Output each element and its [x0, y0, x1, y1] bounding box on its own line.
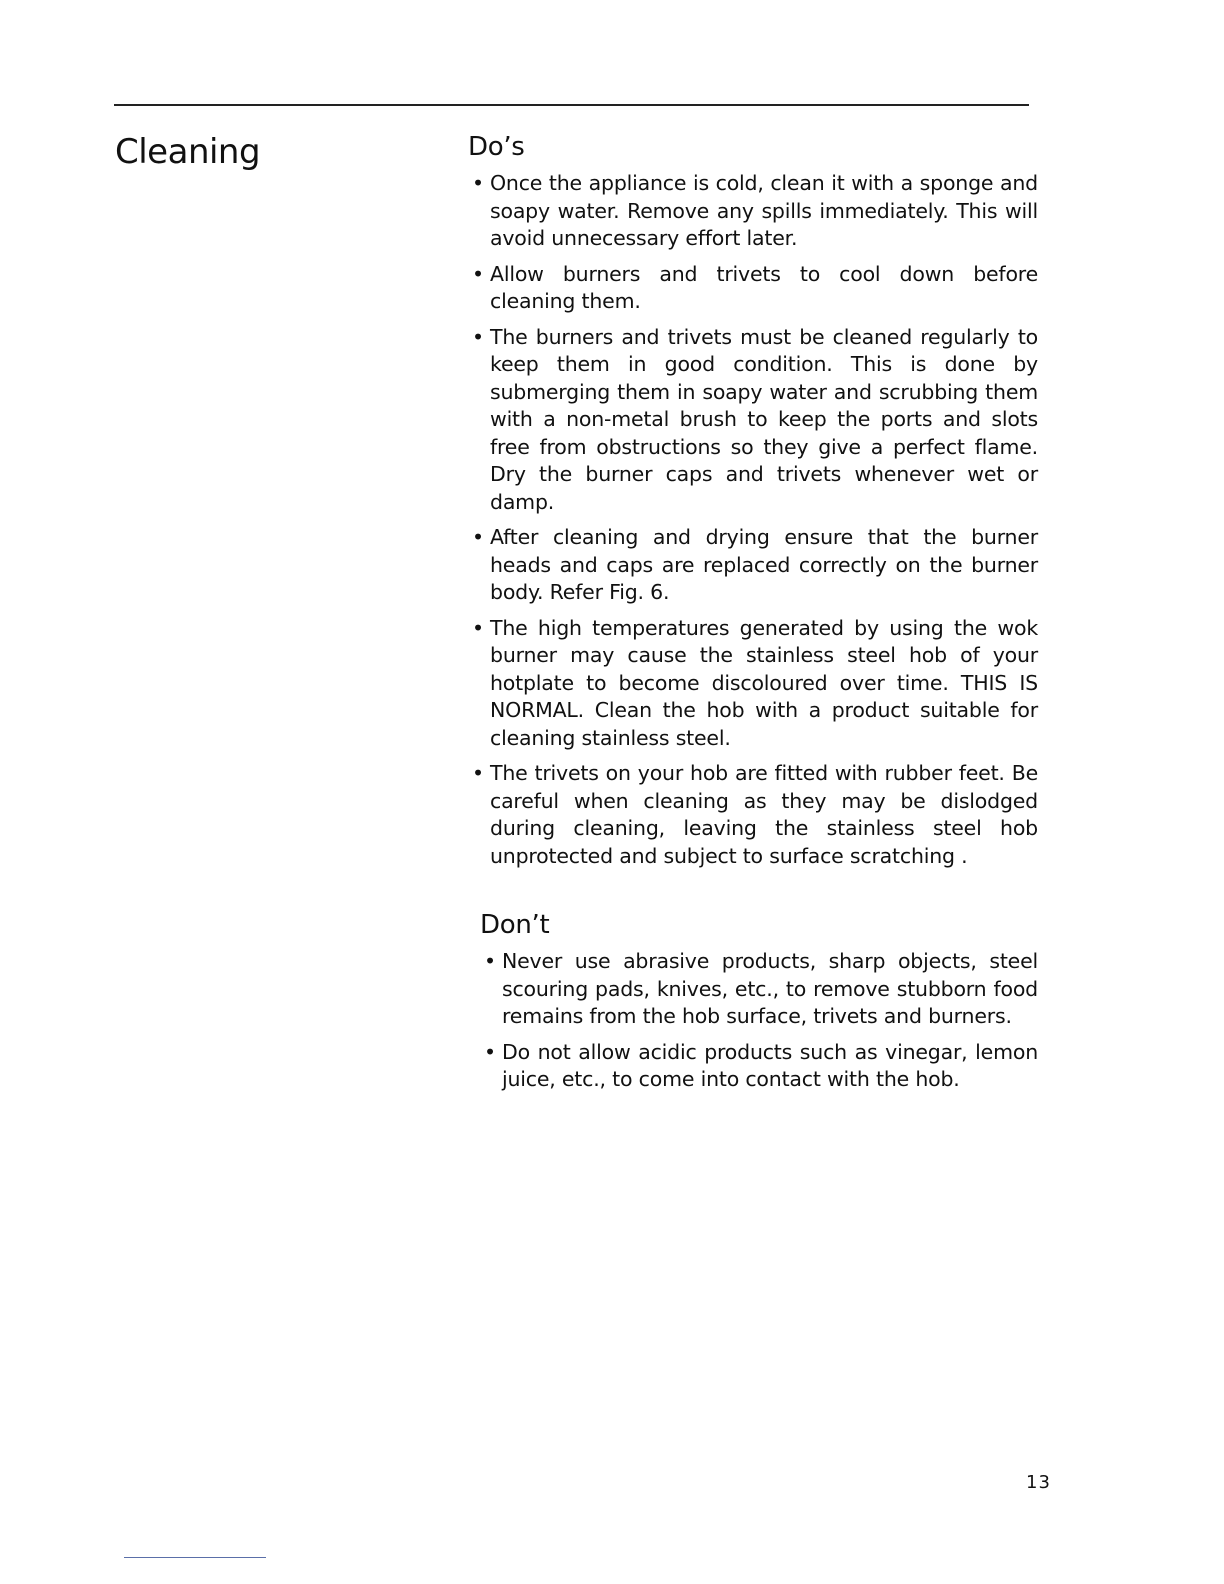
donts-heading: Don’t — [480, 910, 550, 940]
list-item-text: The trivets on your hob are fitted with rubber feet. Be careful when cleaning as they may be dislodged during cleaning, leaving the stainless steel hob unprotected and subject to surface scratching . — [490, 761, 1038, 868]
list-item-text: The burners and trivets must be cleaned regularly to keep them in good condition. This is done by submerging them in soapy water and scrubbing them with a non-metal brush to keep the ports and slots free from obstructions so they give a perfect flame. Dry the burner caps and trivets whenever wet or damp. — [490, 324, 1038, 514]
bullet-icon: • — [484, 1039, 496, 1064]
bullet-icon: • — [472, 324, 484, 349]
list-item-text: Once the appliance is cold, clean it with a sponge and soapy water. Remove any spills immediately. This will avoid unnecessary effort later. — [490, 171, 1038, 250]
list-item — [468, 324, 1038, 517]
list-item — [480, 948, 1038, 1031]
dos-heading: Do’s — [468, 132, 525, 162]
bottom-divider — [124, 1557, 266, 1558]
list-item — [468, 615, 1038, 753]
bullet-icon: • — [484, 949, 496, 973]
list-item — [468, 760, 1038, 870]
page-number: 13 — [1026, 1472, 1051, 1493]
section-title: Cleaning — [115, 132, 261, 172]
list-item-text: Never use abrasive products, sharp objects, steel scouring pads, knives, etc., to remove stubborn food remains from the hob surface, trivets and burners. — [502, 949, 1038, 1028]
list-item — [468, 170, 1038, 253]
list-item — [468, 524, 1038, 607]
list-item — [480, 1039, 1038, 1094]
bullet-icon: • — [472, 261, 484, 286]
bullet-icon: • — [472, 171, 484, 195]
list-item-text: The high temperatures generated by using the wok burner may cause the stainless steel hob of your hotplate to become discoloured over time. THIS IS NORMAL. Clean the hob with a product suitable for cleaning stainless steel. — [490, 615, 1038, 750]
list-item-text: Allow burners and trivets to cool down before cleaning them. — [490, 261, 1038, 313]
bullet-icon: • — [472, 525, 484, 549]
list-item-text: Do not allow acidic products such as vinegar, lemon juice, etc., to come into contact with the hob. — [502, 1039, 1038, 1091]
bullet-icon: • — [472, 615, 484, 640]
donts-list — [468, 948, 1038, 1094]
bullet-icon: • — [472, 761, 484, 785]
list-item-text: After cleaning and drying ensure that the burner heads and caps are replaced correctly on the burner body. Refer Fig. 6. — [490, 525, 1038, 604]
main-content — [468, 132, 1038, 1102]
dos-list — [468, 170, 1038, 870]
top-divider — [114, 104, 1029, 106]
list-item — [468, 261, 1038, 316]
